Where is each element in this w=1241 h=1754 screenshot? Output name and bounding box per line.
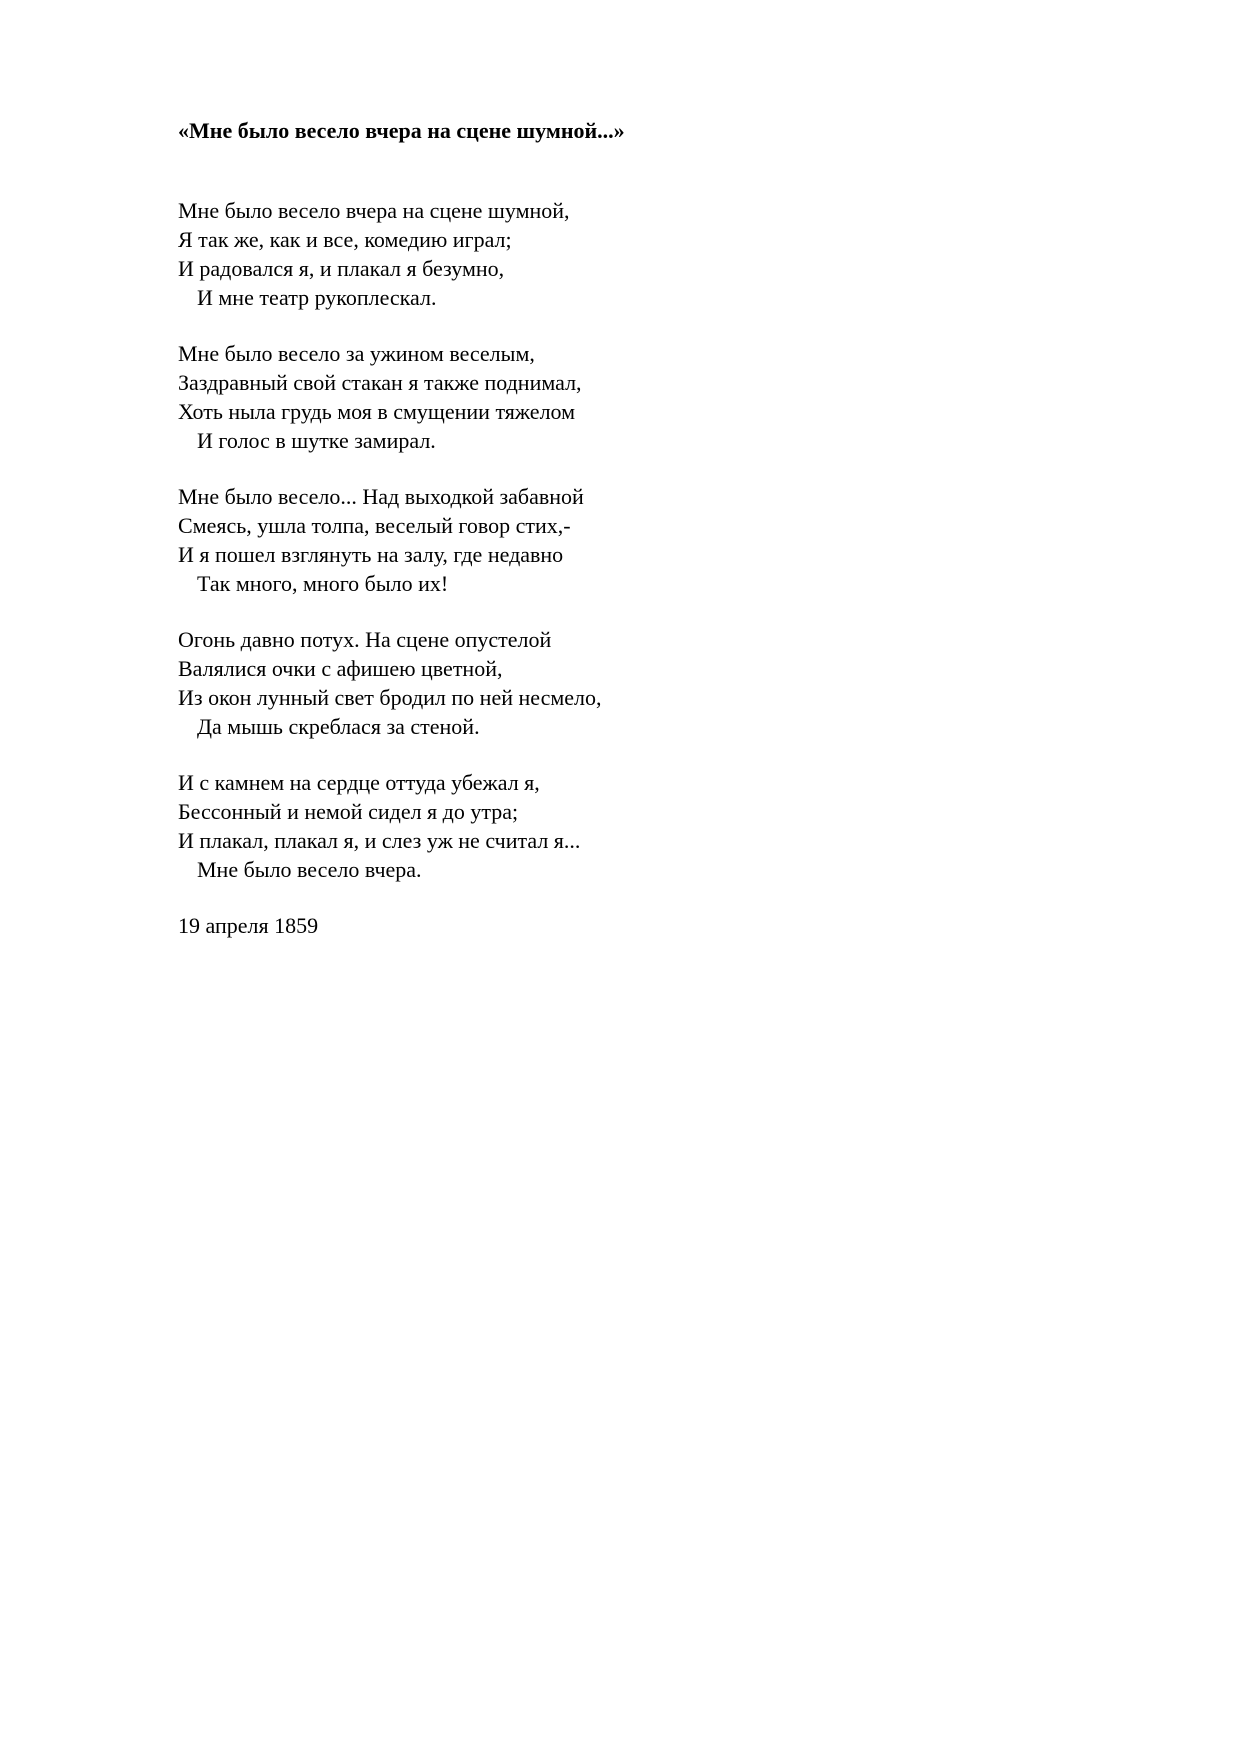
stanza: [178, 482, 1078, 598]
poem-line: И с камнем на сердце оттуда убежал я,: [178, 770, 540, 795]
poem-line: Мне было весело вчера.: [197, 857, 422, 882]
poem-line: И мне театр рукоплескал.: [197, 285, 437, 310]
poem-line: Я так же, как и все, комедию играл;: [178, 227, 512, 252]
stanza: [178, 768, 1078, 884]
poem-line: Мне было весело за ужином веселым,: [178, 341, 535, 366]
poem-line: Да мышь скреблася за стеной.: [197, 714, 480, 739]
poem-line: Смеясь, ушла толпа, веселый говор стих,-: [178, 513, 571, 538]
poem-line: И я пошел взглянуть на залу, где недавно: [178, 542, 564, 567]
poem-line: И радовался я, и плакал я безумно,: [178, 256, 505, 281]
document-content: [178, 117, 1078, 940]
poem-line: И плакал, плакал я, и слез уж не считал я...: [178, 828, 581, 853]
poem-line: Мне было весело... Над выходкой забавной: [178, 484, 584, 509]
poem-line: Заздравный свой стакан я также поднимал,: [178, 370, 582, 395]
stanza: [178, 339, 1078, 455]
poem-line: Бессонный и немой сидел я до утра;: [178, 799, 519, 824]
poem-title: «Мне было весело вчера на сцене шумной...»: [178, 118, 625, 143]
poem-body: [178, 196, 1078, 940]
poem-line: Из окон лунный свет бродил по ней несмело,: [178, 685, 602, 710]
stanza: [178, 196, 1078, 312]
poem-line: Так много, много было их!: [197, 571, 449, 596]
stanza: [178, 625, 1078, 741]
poem-line: И голос в шутке замирал.: [197, 428, 436, 453]
poem-line: Мне было весело вчера на сцене шумной,: [178, 198, 570, 223]
poem-line: Огонь давно потух. На сцене опустелой: [178, 627, 552, 652]
poem-date: 19 апреля 1859: [178, 913, 319, 938]
poem-line: Валялися очки с афишею цветной,: [178, 656, 503, 681]
poem-line: Хоть ныла грудь моя в смущении тяжелом: [178, 399, 576, 424]
